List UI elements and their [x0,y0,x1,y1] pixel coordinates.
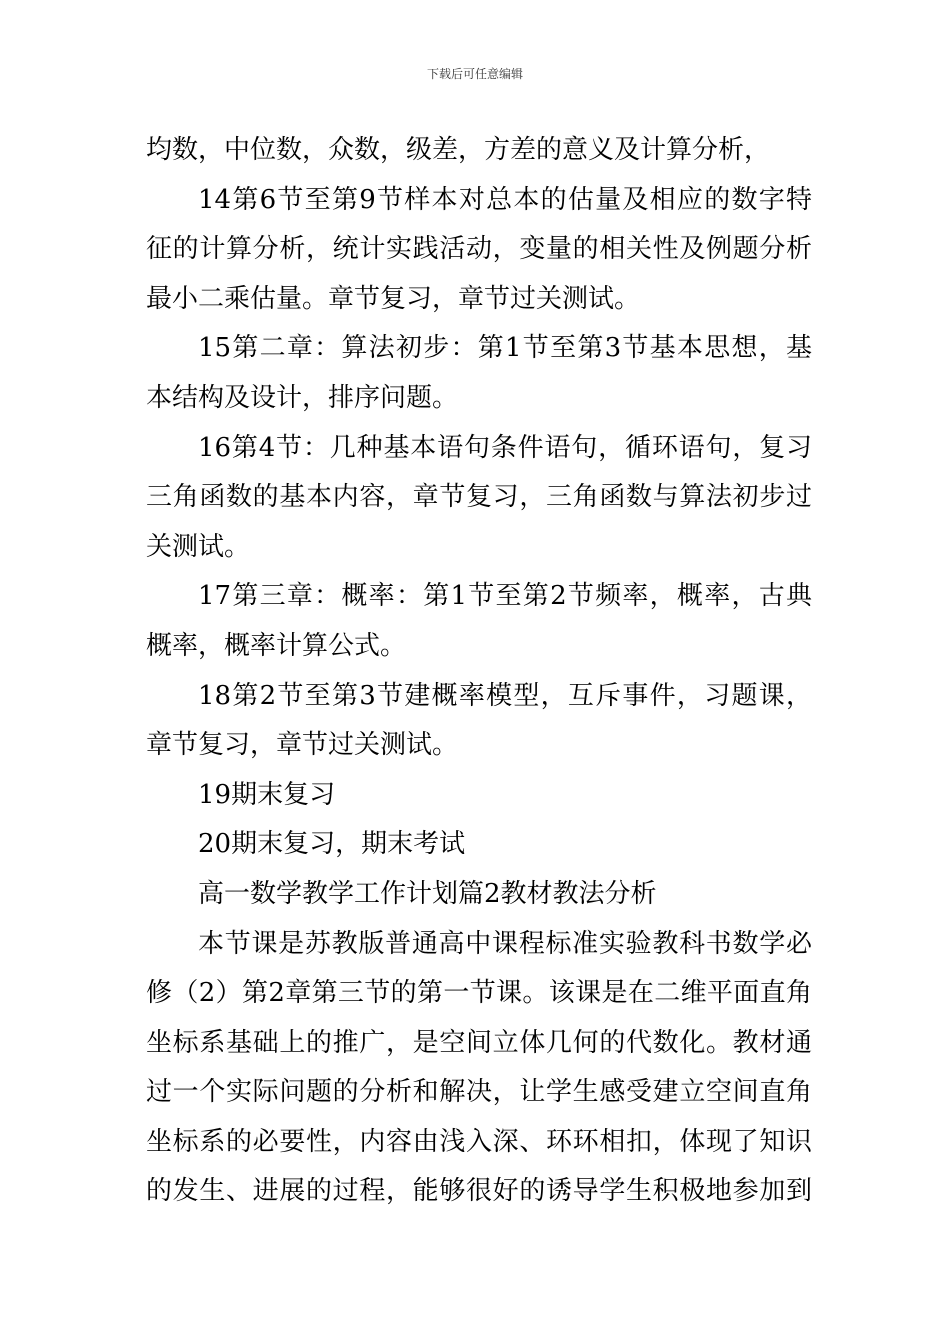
text-line: 17第三章：概率：第1节至第2节频率，概率，古典 [198,581,812,612]
text-line: 的发生、进展的过程，能够很好的诱导学生积极地参加到 [146,1176,812,1207]
body-text [146,126,812,1217]
text-line: 本节课是苏教版普通高中课程标准实验教科书数学必 [198,928,812,959]
text-line: 概率，概率计算公式。 [146,630,407,661]
text-line: 关测试。 [146,531,251,562]
text-line: 高一数学教学工作计划篇2教材教法分析 [198,878,657,909]
text-line: 18第2节至第3节建概率模型，互斥事件，习题课， [198,680,812,711]
text-line: 三角函数的基本内容，章节复习，三角函数与算法初步过 [146,482,812,513]
text-line: 20期末复习，期末考试 [198,829,466,860]
text-line: 章节复习，章节过关测试。 [146,730,459,761]
text-line: 均数，中位数，众数，级差，方差的意义及计算分析， [146,135,771,165]
text-line: 过一个实际问题的分析和解决，让学生感受建立空间直角 [146,1077,812,1108]
text-line: 本结构及设计，排序问题。 [146,382,459,413]
text-line: 15第二章：算法初步：第1节至第3节基本思想，基 [198,333,812,364]
text-line: 征的计算分析，统计实践活动，变量的相关性及例题分析 [146,234,812,265]
text-line: 19期末复习 [198,779,336,810]
text-line: 14第6节至第9节样本对总本的估量及相应的数字特 [198,184,812,215]
text-line: 坐标系基础上的推广，是空间立体几何的代数化。教材通 [146,1027,812,1058]
text-line: 16第4节：几种基本语句条件语句，循环语句，复习 [198,432,812,463]
page-header: 下载后可任意编辑 [426,67,523,81]
text-line: 最小二乘估量。章节复习，章节过关测试。 [146,283,641,314]
text-line: 坐标系的必要性，内容由浅入深、环环相扣，体现了知识 [146,1126,812,1157]
text-line: 修（2）第2章第三节的第一节课。该课是在二维平面直角 [146,978,812,1009]
